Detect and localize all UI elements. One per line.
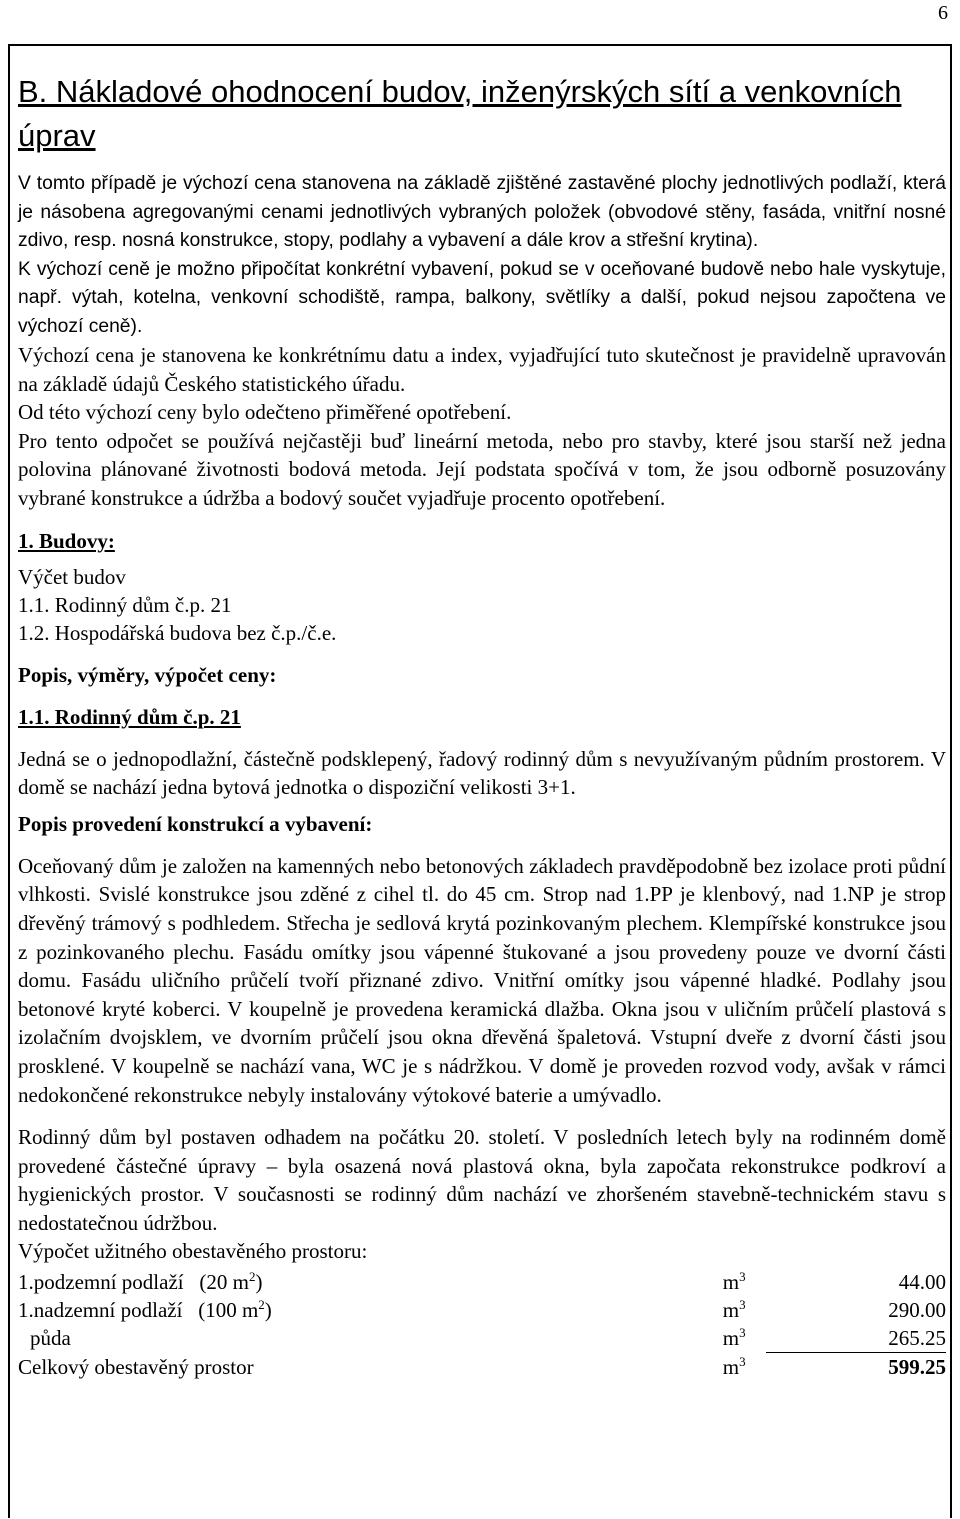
total-unit: m [722,1355,740,1380]
volume-table [18,1268,946,1381]
total-label: Celkový obestavěný prostor [18,1355,254,1380]
document-body [18,70,946,1381]
description-heading: Popis, výměry, výpočet ceny: [18,662,277,687]
method-paragraph: Od této výchozí ceny bylo odečteno přiměřené opotřebení. [18,400,512,425]
row-value: 44.00 [898,1270,946,1295]
row-area: (100 m [198,1298,259,1323]
row-area: (20 m [199,1270,249,1295]
intro-paragraph: K výchozí ceně je možno připočítat konkrétní vybavení, pokud se v oceňované budově nebo hale vyskytuje, např. výtah, kotelna, venkovní schodiště, rampa, balkony, světlíky a další, pokud nejsou započtena ve výchozí ceně). [18,258,946,337]
house-subheading: 1.1. Rodinný dům č.p. 21 [18,704,241,729]
page-number: 6 [938,2,948,24]
intro-paragraph: V tomto případě je výchozí cena stanovena na základě zjištěné zastavěné plochy jednotlivých podlaží, která je násobena agregovanými cenami jednotlivých vybraných položek (obvodové stěny, fasáda, vnitřní nosné zdivo, resp. nosná konstrukce, stopy, podlahy a vybavení a dále krov a střešní krytina). [18,173,946,251]
row-label: půda [30,1326,71,1351]
table-row: půda $m^3$ 265.25 [18,1324,946,1353]
calc-title: Výpočet užitného obestavěného prostoru: [18,1239,368,1264]
building-list [18,563,946,647]
row-value: 290.00 [888,1298,946,1323]
total-value: 599.25 [766,1353,946,1382]
section-title: B. Nákladové ohodnocení budov, inženýrských sítí a venkovních úprav [18,74,902,153]
row-value: 265.25 [888,1326,946,1351]
table-row: 1.podzemní podlaží (20 $m^2$) $m^3$ 44.00 [18,1269,946,1295]
history-description: Rodinný dům byl postaven odhadem na počátku 20. století. V posledních letech byly na rodinném domě provedené částečné úpravy – byla osazená nová plastová okna, byla započata rekonstrukce podkroví a hygienických prostor. V současnosti se rodinný dům nachází ve zhoršeném stavebně-technickém stavu s nedostatečnou údržbou. [18,1125,946,1235]
house-description: Jedná se o jednopodlažní, částečně podsklepený, řadový rodinný dům s nevyužívaným půdním prostorem. V domě se nachází jedna bytová jednotka o dispoziční velikosti 3+1. [18,746,946,800]
list-item: 1.1. Rodinný dům č.p. 21 [18,592,232,617]
building-list-title: Výčet budov [18,564,126,589]
row-unit: m [722,1326,740,1351]
construction-heading: Popis provedení konstrukcí a vybavení: [18,811,373,836]
row-label: 1.podzemní podlaží [18,1270,184,1295]
table-row: 1.nadzemní podlaží (100 $m^2$) $m^3$ 290.00 [18,1297,946,1323]
table-row-total: Celkový obestavěný prostor $m^3$ 599.25 [18,1354,946,1380]
row-unit: m [722,1298,740,1323]
row-label: 1.nadzemní podlaží [18,1298,183,1323]
row-unit: m [722,1270,740,1295]
construction-description: Oceňovaný dům je založen na kamenných nebo betonových základech pravděpodobně bez izolace proti půdní vlhkosti. Svislé konstrukce jsou zděné z cihel tl. do 45 cm. Strop nad 1.PP je klenbový, nad 1.NP je strop dřevěný trámový s podhledem. Střecha je sedlová krytá pozinkovaným plechem. Klempířské konstrukce jsou z pozinkovaného plechu. Fasádu omítky jsou vápenné štukované a jsou provedeny pouze ve dvorní části domu. Fasádu uličního průčelí tvoří přiznané zdivo. Vnitřní omítky jsou vápenné hladké. Podlahy jsou betonové kryté koberci. V koupelně je provedena keramická dlažba. Okna jsou v uličním průčelí plastová s izolačním dvojsklem, ve dvorním průčelí jsou okna dřevěná špaletová. Vstupní dveře z dvorní části jsou prosklené. V koupelně se nachází vana, WC je s nádržkou. V domě je proveden rozvod vody, avšak v rámci nedokončené rekonstrukce nebyly instalovány výtokové baterie a umývadlo. [18,853,946,1107]
buildings-heading: 1. Budovy: [18,528,115,553]
method-paragraph: Výchozí cena je stanovena ke konkrétnímu datu a index, vyjadřující tuto skutečnost je pravidelně upravován na základě údajů Českého statistického úřadu. [18,343,946,396]
list-item: 1.2. Hospodářská budova bez č.p./č.e. [18,620,337,645]
method-paragraph: Pro tento odpočet se používá nejčastěji buď lineární metoda, nebo pro stavby, které jsou starší než jedna polovina plánované životnosti bodová metoda. Její podstata spočívá v tom, že jsou odborně posuzovány vybrané konstrukce a údržba a bodový součet vyjadřuje procento opotřebení. [18,428,946,510]
